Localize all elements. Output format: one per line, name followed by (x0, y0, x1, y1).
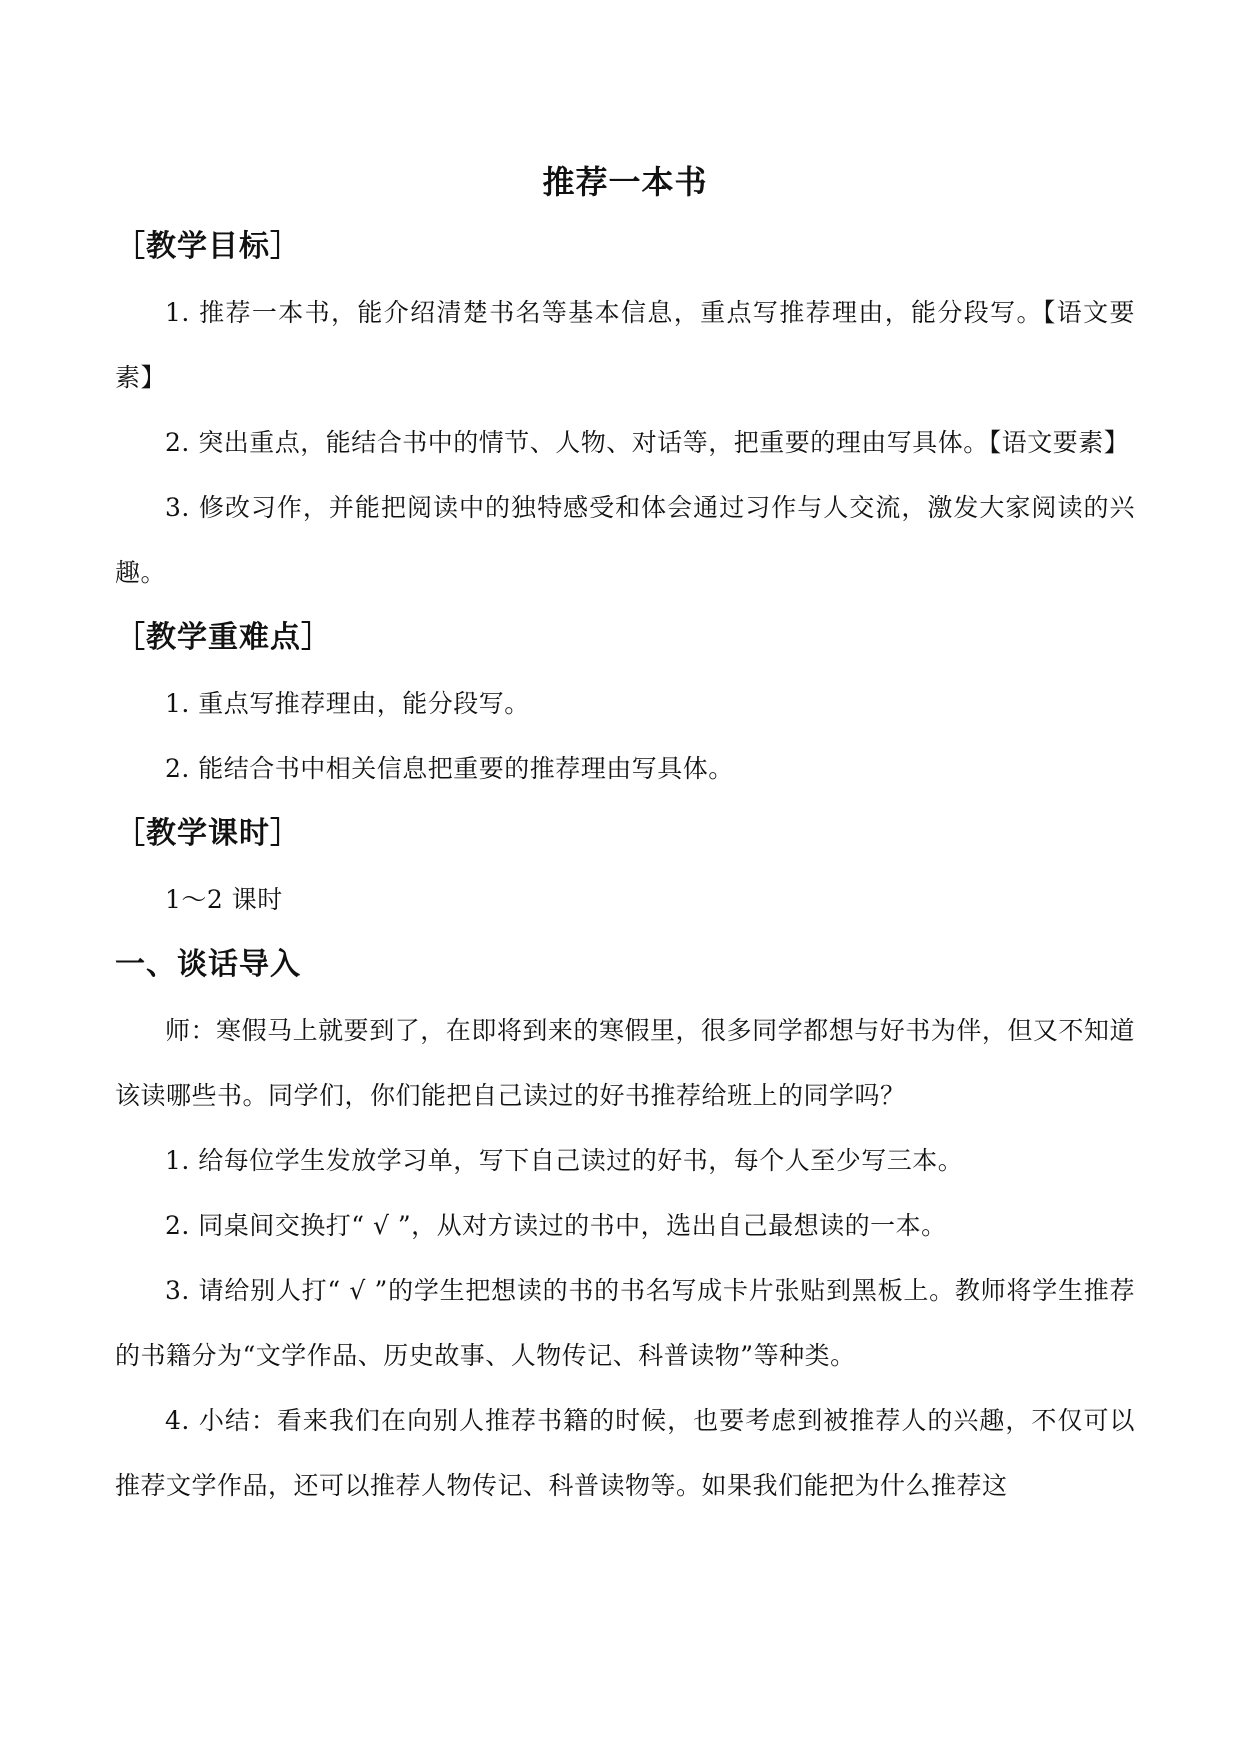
intro-paragraph-2: 2. 同桌间交换打“ √ ”，从对方读过的书中，选出自己最想读的一本。 (165, 1211, 947, 1240)
intro-paragraph-3: 3. 请给别人打“ √ ”的学生把想读的书的书名写成卡片张贴到黑板上。教师将学生推荐的书籍分为“文学作品、历史故事、人物传记、科普读物”等种类。 (115, 1276, 1135, 1370)
goal-paragraph-3: 3. 修改习作，并能把阅读中的独特感受和体会通过习作与人交流，激发大家阅读的兴趣。 (115, 493, 1135, 587)
key-point-paragraph-1: 1. 重点写推荐理由，能分段写。 (165, 689, 530, 718)
document-title: 推荐一本书 (542, 163, 708, 201)
section-heading-class-hours: ［教学课时］ (115, 816, 301, 851)
key-point-paragraph-2: 2. 能结合书中相关信息把重要的推荐理由写具体。 (165, 754, 734, 783)
intro-paragraph-teacher: 师：寒假马上就要到了，在即将到来的寒假里，很多同学都想与好书为伴，但又不知道该读哪些书。同学们，你们能把自己读过的好书推荐给班上的同学吗？ (115, 1016, 1135, 1110)
intro-paragraph-4: 4. 小结：看来我们在向别人推荐书籍的时候，也要考虑到被推荐人的兴趣，不仅可以推荐文学作品，还可以推荐人物传记、科普读物等。如果我们能把为什么推荐这 (115, 1406, 1135, 1500)
section-heading-key-points: ［教学重难点］ (115, 620, 332, 655)
goal-paragraph-2: 2. 突出重点，能结合书中的情节、人物、对话等，把重要的理由写具体。【语文要素】 (165, 428, 1130, 457)
intro-paragraph-1: 1. 给每位学生发放学习单，写下自己读过的好书，每个人至少写三本。 (165, 1146, 964, 1175)
section-heading-teaching-goals: ［教学目标］ (115, 229, 301, 264)
section-heading-introduction: 一、谈话导入 (115, 947, 301, 982)
goal-paragraph-1: 1. 推荐一本书，能介绍清楚书名等基本信息，重点写推荐理由，能分段写。【语文要素】 (115, 298, 1135, 392)
class-hours-paragraph: 1～2 课时 (165, 885, 283, 914)
document-page (115, 150, 1135, 1518)
